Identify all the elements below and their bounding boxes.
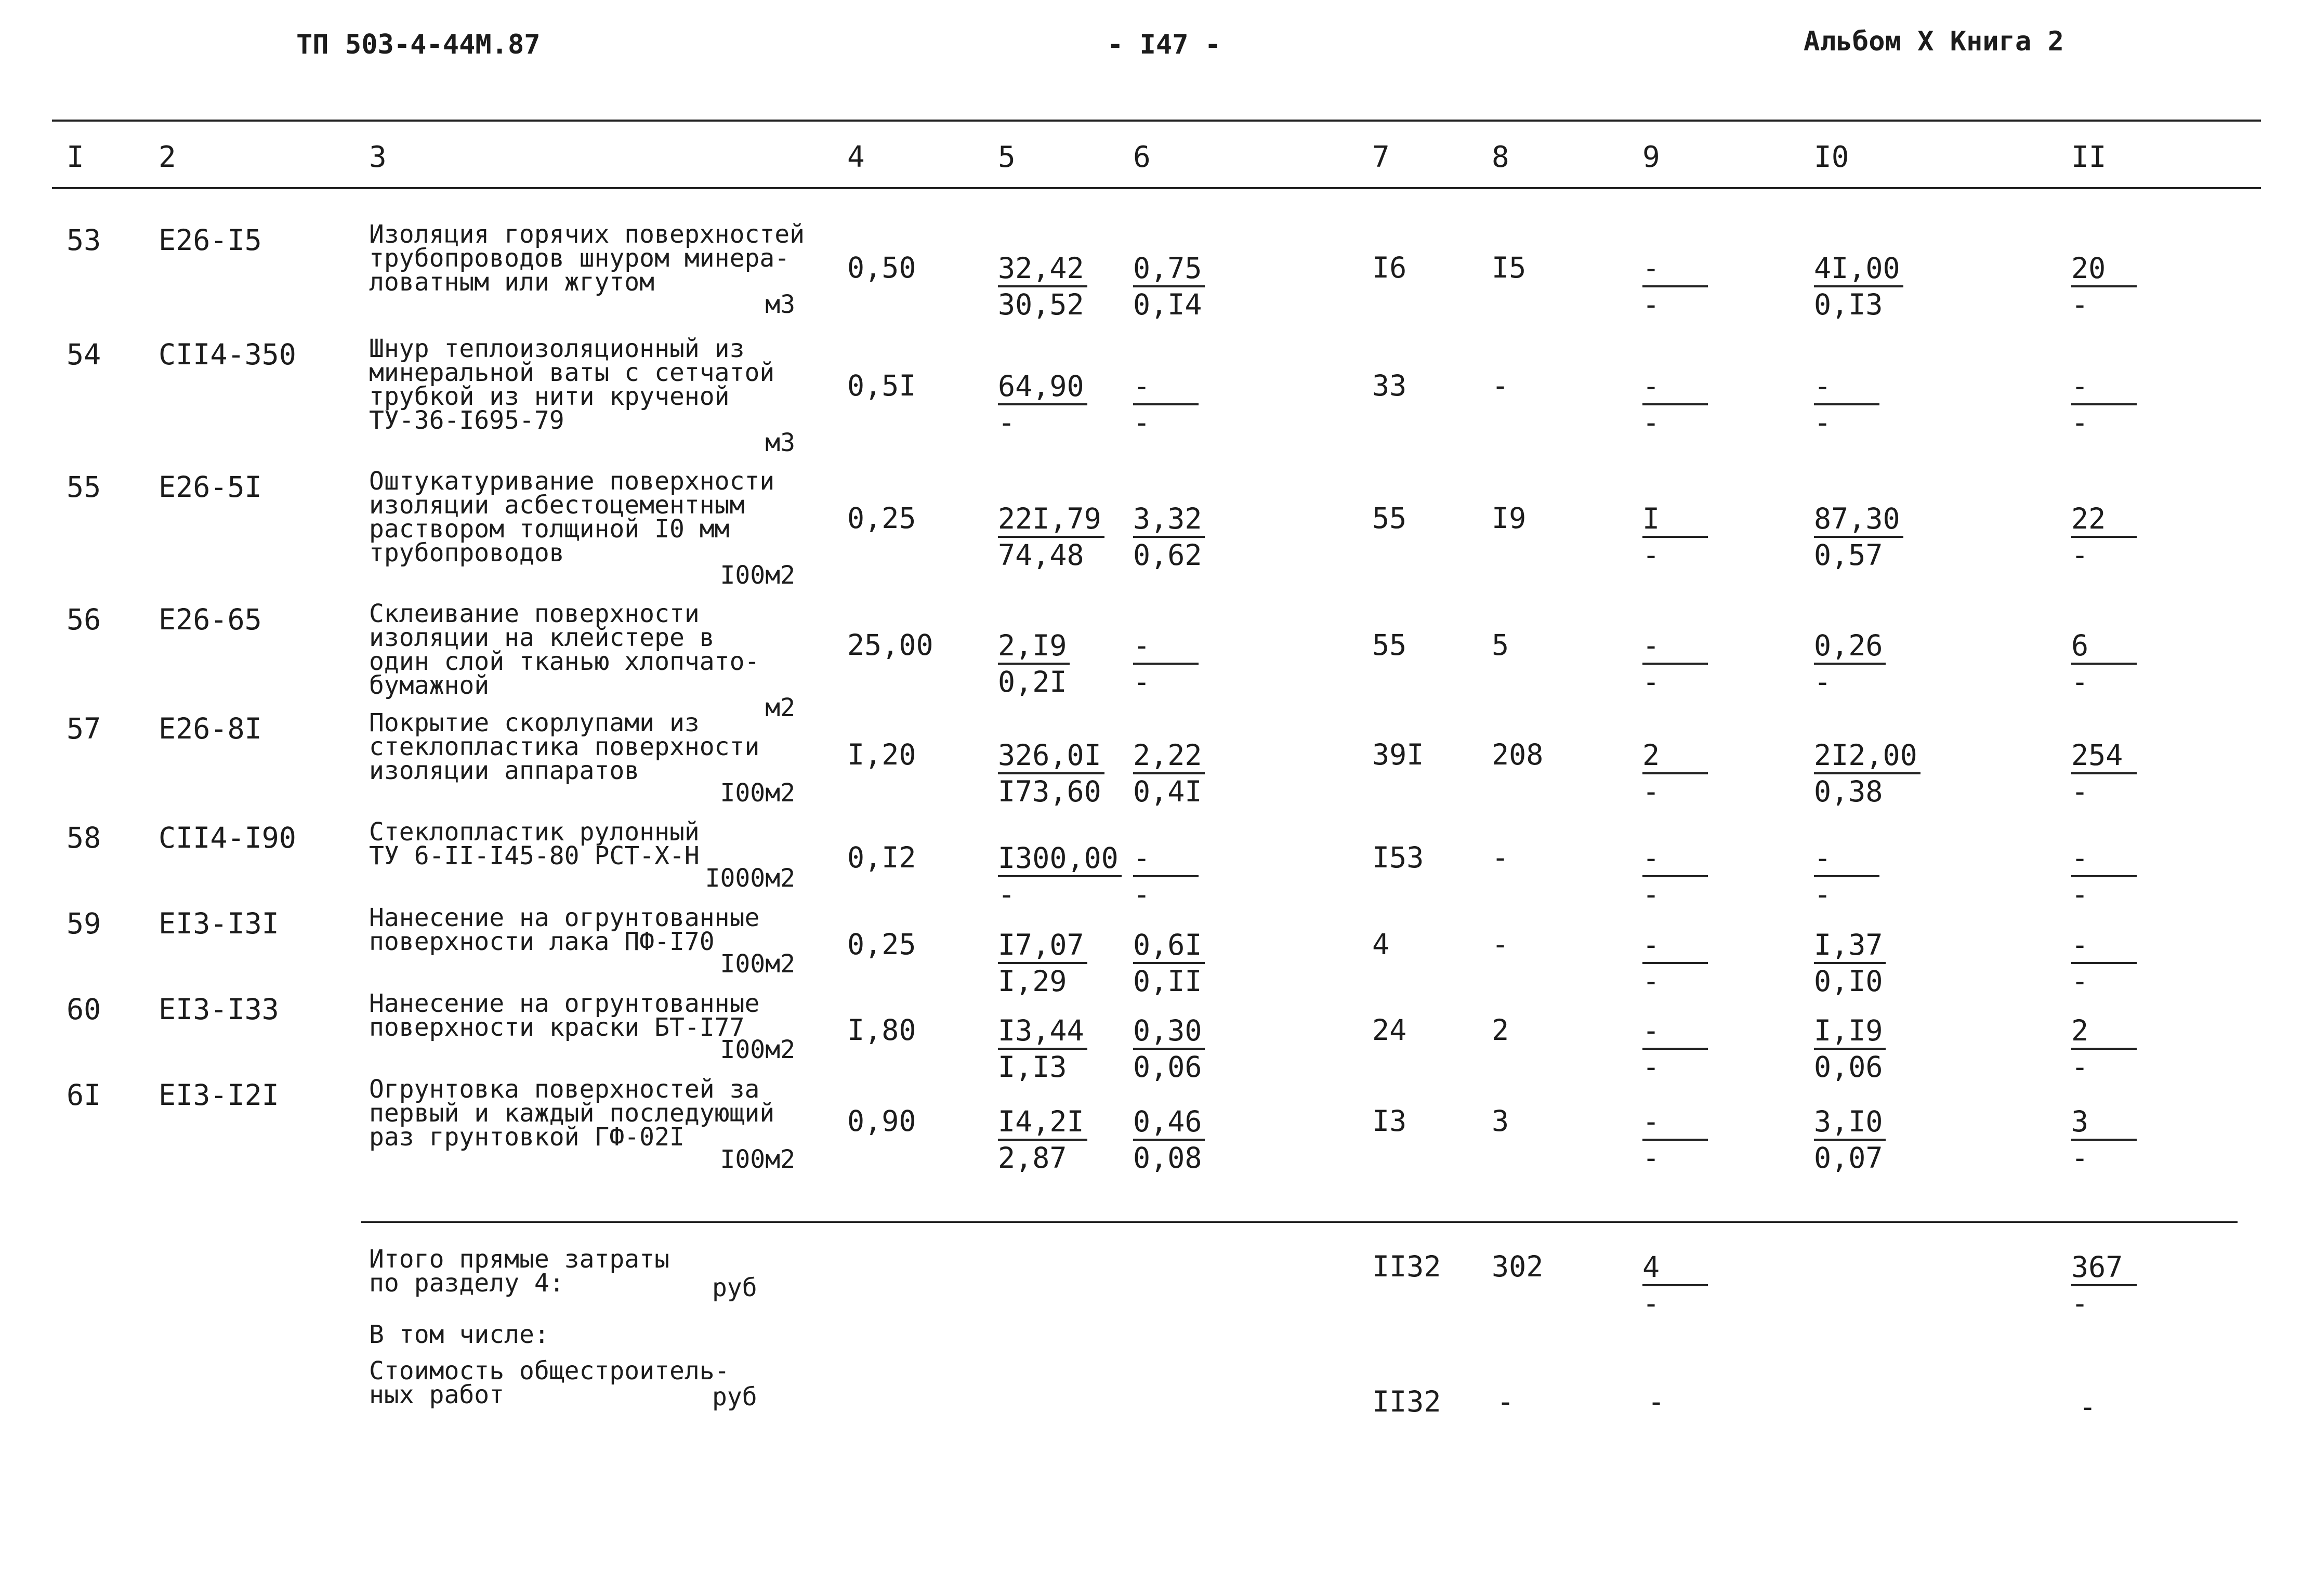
quantity: 0,25	[847, 928, 916, 961]
rate-code: EI3-I3I	[159, 907, 279, 940]
labor-cost: -	[1492, 928, 1509, 961]
work-description: Покрытие скорлупами из стеклопластика поверхности изоляции аппаратов	[369, 708, 760, 785]
top-rule	[52, 120, 2261, 122]
general-works-label: Стоимость общестроитель- ных работ	[369, 1356, 730, 1409]
unit-cost: $\frac{32,42}{30,52}$	[998, 251, 1154, 322]
rate-code: E26-65	[159, 603, 262, 636]
unit-cost: 64,90 -	[998, 369, 1154, 440]
rate-code: EI3-I33	[159, 993, 279, 1026]
work-description: Стеклопластик рулонный ТУ 6-II-I45-80 РСТ-Х-Н	[369, 817, 700, 870]
col-header-5: 5	[998, 140, 1016, 174]
work-description: Оштукатуривание поверхности изоляции асбестоцементным раствором толщиной I0 мм трубопроводов	[369, 467, 775, 568]
col-header-9: 9	[1642, 140, 1660, 174]
rate-code: EI3-I2I	[159, 1078, 279, 1112]
total-hours: - -	[2071, 841, 2227, 912]
labor-cost: I5	[1492, 251, 1527, 284]
unit-cost: $\frac{2,I9}{0,2I}$	[998, 628, 1154, 699]
work-description: Огрунтовка поверхностей за первый и каждый последующий раз грунтовкой ГФ-02I	[369, 1075, 775, 1152]
row-number: 60	[67, 993, 101, 1026]
unit-of-measure: м3	[765, 428, 795, 457]
quantity: 0,5I	[847, 369, 916, 402]
general-works-col11: -	[2079, 1390, 2097, 1423]
col-header-3: 3	[369, 140, 387, 174]
row-number: 56	[67, 603, 101, 636]
quantity: I,80	[847, 1013, 916, 1047]
machine-total: - -	[1642, 1104, 1798, 1175]
unit-of-measure: I00м2	[720, 1035, 795, 1064]
work-description: Изоляция горячих поверхностей трубопроводов шнуром минера- ловатным или жгутом	[369, 220, 805, 297]
col-header-7: 7	[1372, 140, 1390, 174]
totals-unit: руб	[712, 1273, 757, 1302]
col-header-8: 8	[1492, 140, 1509, 174]
quantity: 25,00	[847, 628, 933, 662]
machine-cost: - -	[1133, 628, 1289, 699]
unit-of-measure: I00м2	[720, 1145, 795, 1174]
labor-cost: 3	[1492, 1104, 1509, 1138]
labor-hours: $\frac{I,37}{0,I0}$	[1814, 928, 1970, 998]
total-cost: I53	[1372, 841, 1424, 874]
page-number: - I47 -	[1107, 29, 1221, 60]
total-cost: 24	[1372, 1013, 1407, 1047]
rate-code: E26-8I	[159, 712, 262, 745]
labor-cost: 5	[1492, 628, 1509, 662]
unit-cost: $\frac{I4,2I}{2,87}$	[998, 1104, 1154, 1175]
unit-cost: $\frac{326,0I}{I73,60}$	[998, 738, 1154, 809]
row-number: 58	[67, 821, 101, 854]
unit-cost: $\frac{22I,79}{74,48}$	[998, 502, 1154, 572]
labor-hours: $\frac{2I2,00}{0,38}$	[1814, 738, 1970, 809]
quantity: 0,25	[847, 502, 916, 535]
labor-hours: $\frac{3,I0}{0,07}$	[1814, 1104, 1970, 1175]
labor-hours: - -	[1814, 841, 1970, 912]
rate-code: E26-5I	[159, 470, 262, 504]
machine-cost: $\frac{0,75}{0,I4}$	[1133, 251, 1289, 322]
col-header-10: I0	[1814, 140, 1849, 174]
col-header-11: II	[2071, 140, 2107, 174]
unit-of-measure: м3	[765, 290, 795, 319]
totals-col8: 302	[1492, 1250, 1544, 1283]
including-label: В том числе:	[369, 1320, 549, 1349]
work-description: Склеивание поверхности изоляции на клейстере в один слой тканью хлопчато- бумажной	[369, 599, 760, 700]
totals-label: Итого прямые затраты по разделу 4:	[369, 1245, 669, 1298]
machine-total: I -	[1642, 502, 1798, 572]
machine-cost: $\frac{0,6I}{0,II}$	[1133, 928, 1289, 998]
rate-code: CII4-350	[159, 338, 296, 371]
total-cost: 39I	[1372, 738, 1424, 771]
machine-total: - -	[1642, 369, 1798, 440]
machine-cost: $\frac{3,32}{0,62}$	[1133, 502, 1289, 572]
labor-cost: 2	[1492, 1013, 1509, 1047]
labor-cost: I9	[1492, 502, 1527, 535]
quantity: 0,50	[847, 251, 916, 284]
unit-of-measure: I000м2	[705, 864, 795, 893]
machine-total: - -	[1642, 251, 1798, 322]
general-works-col8: -	[1497, 1385, 1515, 1418]
total-cost: 55	[1372, 502, 1407, 535]
unit-of-measure: I00м2	[720, 561, 795, 590]
total-hours: 2 -	[2071, 1013, 2227, 1084]
col-header-2: 2	[159, 140, 176, 174]
total-hours: 6 -	[2071, 628, 2227, 699]
quantity: I,20	[847, 738, 916, 771]
total-hours: 22 -	[2071, 502, 2227, 572]
machine-total: 2 -	[1642, 738, 1798, 809]
quantity: 0,I2	[847, 841, 916, 874]
row-number: 55	[67, 470, 101, 504]
row-number: 57	[67, 712, 101, 745]
row-number: 53	[67, 223, 101, 257]
total-cost: 33	[1372, 369, 1407, 402]
labor-hours: - -	[1814, 369, 1970, 440]
labor-cost: -	[1492, 841, 1509, 874]
work-description: Нанесение на огрунтованные поверхности краски БТ-I77	[369, 989, 760, 1042]
unit-of-measure: м2	[765, 693, 795, 722]
general-works-col9: -	[1648, 1385, 1665, 1418]
total-cost: 4	[1372, 928, 1390, 961]
unit-cost: I300,00 -	[998, 841, 1154, 912]
unit-cost: $\frac{I3,44}{I,I3}$	[998, 1013, 1154, 1084]
header-rule	[52, 187, 2261, 189]
machine-total: - -	[1642, 841, 1798, 912]
total-hours: - -	[2071, 369, 2227, 440]
general-works-unit: руб	[712, 1382, 757, 1412]
total-cost: I3	[1372, 1104, 1407, 1138]
total-cost: 55	[1372, 628, 1407, 662]
total-hours: 3 -	[2071, 1104, 2227, 1175]
labor-cost: 208	[1492, 738, 1544, 771]
general-works-col7: II32	[1372, 1385, 1441, 1418]
col-header-1: I	[67, 140, 84, 174]
row-number: 54	[67, 338, 101, 371]
labor-hours: $\frac{I,I9}{0,06}$	[1814, 1013, 1970, 1084]
machine-cost: - -	[1133, 841, 1289, 912]
work-description: Нанесение на огрунтованные поверхности лака ПФ-I70	[369, 903, 760, 956]
row-number: 59	[67, 907, 101, 940]
machine-cost: $\frac{0,30}{0,06}$	[1133, 1013, 1289, 1084]
totals-rule	[361, 1221, 2238, 1223]
total-cost: I6	[1372, 251, 1407, 284]
total-hours: 254 -	[2071, 738, 2227, 809]
totals-col11: 367 -	[2071, 1250, 2227, 1321]
rate-code: E26-I5	[159, 223, 262, 257]
unit-of-measure: I00м2	[720, 949, 795, 979]
labor-hours: 0,26 -	[1814, 628, 1970, 699]
machine-total: - -	[1642, 928, 1798, 998]
machine-total: - -	[1642, 1013, 1798, 1084]
unit-of-measure: I00м2	[720, 779, 795, 808]
col-header-6: 6	[1133, 140, 1151, 174]
total-hours: - -	[2071, 928, 2227, 998]
unit-cost: $\frac{I7,07}{I,29}$	[998, 928, 1154, 998]
totals-col7: II32	[1372, 1250, 1441, 1283]
labor-cost: -	[1492, 369, 1509, 402]
row-number: 6I	[67, 1078, 101, 1112]
total-hours: 20 -	[2071, 251, 2227, 322]
machine-cost: $\frac{0,46}{0,08}$	[1133, 1104, 1289, 1175]
album-label: Альбом X Книга 2	[1804, 26, 2064, 57]
totals-col9: 4 -	[1642, 1250, 1798, 1321]
labor-hours: $\frac{87,30}{0,57}$	[1814, 502, 1970, 572]
col-header-4: 4	[847, 140, 865, 174]
machine-cost: - -	[1133, 369, 1289, 440]
labor-hours: $\frac{4I,00}{0,I3}$	[1814, 251, 1970, 322]
machine-cost: $\frac{2,22}{0,4I}$	[1133, 738, 1289, 809]
machine-total: - -	[1642, 628, 1798, 699]
work-description: Шнур теплоизоляционный из минеральной ваты с сетчатой трубкой из нити крученой ТУ-36-I695-79	[369, 334, 775, 435]
rate-code: CII4-I90	[159, 821, 296, 854]
quantity: 0,90	[847, 1104, 916, 1138]
document-code: ТП 503-4-44М.87	[296, 29, 541, 60]
